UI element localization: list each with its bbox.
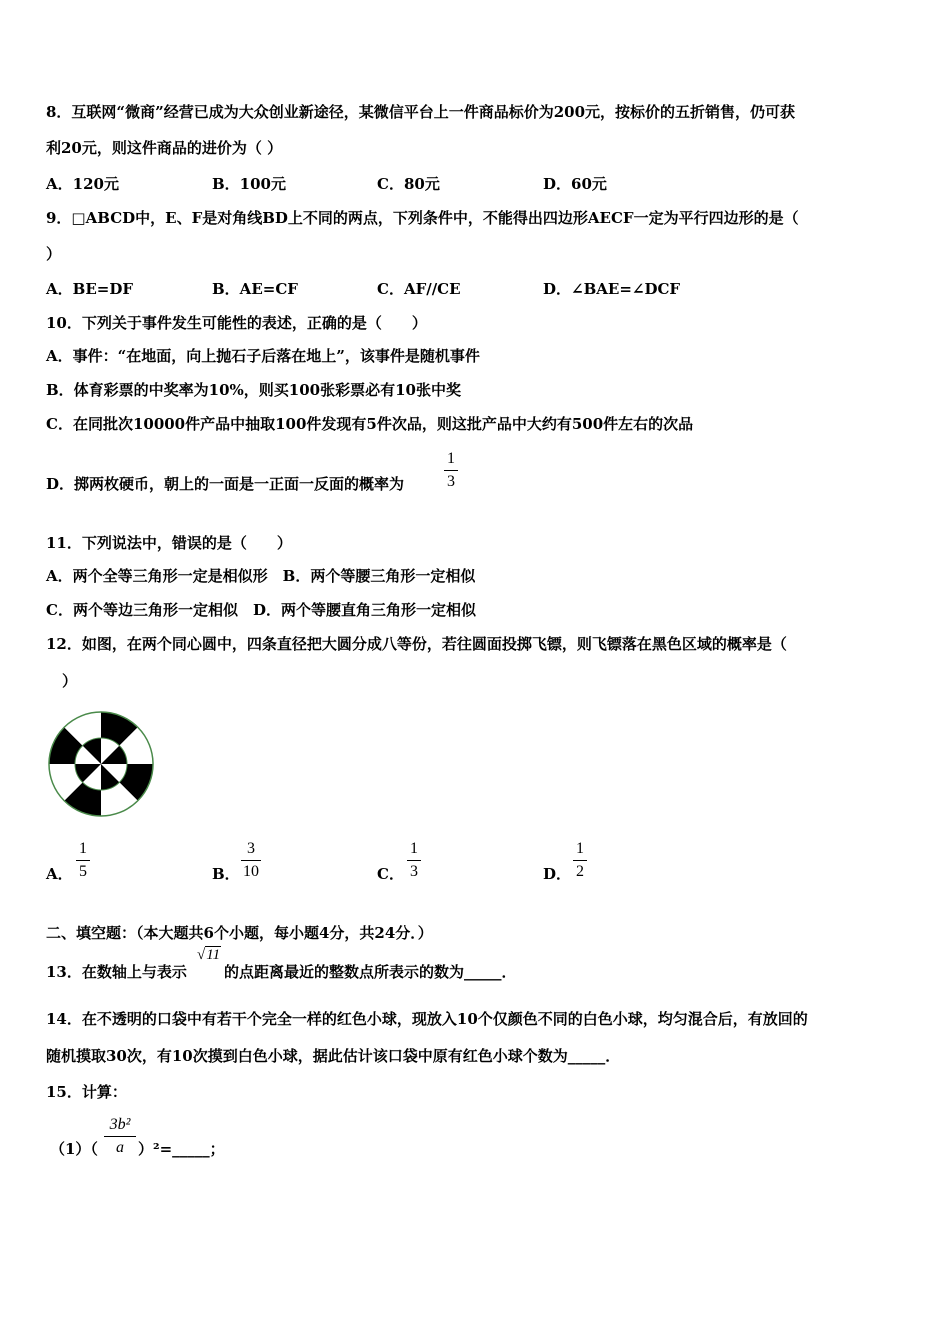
q12-option-b-label: B． <box>212 865 240 883</box>
q12-option-c-label: C． <box>377 865 404 883</box>
q10-option-b: B．体育彩票的中奖率为10%，则买100张彩票必有10张中奖 <box>46 381 461 399</box>
q12-option-b-fraction <box>241 840 261 881</box>
q10-option-a: A．事件：“在地面，向上抛石子后落在地上”，该事件是随机事件 <box>46 347 480 365</box>
q15-part1-fraction <box>104 1116 136 1157</box>
fraction-denominator: 5 <box>79 863 87 880</box>
q11-options-cd: C．两个等边三角形一定相似 D．两个等腰直角三角形一定相似 <box>46 601 476 619</box>
fraction-bar <box>444 470 458 471</box>
q12-option-a-fraction <box>76 840 90 881</box>
q11-options-ab: A．两个全等三角形一定是相似形 B．两个等腰三角形一定相似 <box>46 567 476 585</box>
fraction-numerator: 1 <box>447 450 455 467</box>
q8-option-a: A．120元 <box>46 175 119 193</box>
q10-stem: 10．下列关于事件发生可能性的表述，正确的是（ ） <box>46 314 427 332</box>
q12-option-c-fraction <box>407 840 421 881</box>
fraction-denominator: 10 <box>243 863 259 880</box>
q12-line1: 12．如图，在两个同心圆中，四条直径把大圆分成八等份，若往圆面投掷飞镖，则飞镖落在黑色区域的概率是（ <box>46 635 787 653</box>
concentric-circles-figure <box>46 709 156 819</box>
fraction-numerator: 3b² <box>109 1116 131 1133</box>
section-2-heading: 二、填空题：（本大题共6个小题，每小题4分，共24分．） <box>46 924 433 942</box>
fraction-bar <box>407 860 421 861</box>
fraction-denominator: 3 <box>447 473 455 490</box>
q9-option-b: B．AE=CF <box>212 280 298 298</box>
q10-option-d: D．掷两枚硬币，朝上的一面是一正面一反面的概率为 <box>46 475 405 493</box>
q13-sqrt: √11 <box>197 947 221 963</box>
q15-part1-post: ）²=_____； <box>138 1140 225 1158</box>
q12-option-d-fraction <box>573 840 587 881</box>
q8-line2: 利20元，则这件商品的进价为（ ） <box>46 139 283 157</box>
q12-option-a-label: A． <box>46 865 73 883</box>
q10-option-c: C．在同批次10000件产品中抽取100件发现有5件次品，则这批产品中大约有500件左右的次品 <box>46 415 694 433</box>
q13-post: 的点距离最近的整数点所表示的数为_____． <box>224 963 517 981</box>
q8-option-c: C．80元 <box>377 175 440 193</box>
q15-stem: 15．计算： <box>46 1083 127 1101</box>
fraction-denominator: 3 <box>410 863 418 880</box>
fraction-bar <box>104 1136 136 1137</box>
fraction-numerator: 3 <box>247 840 255 857</box>
q11-stem: 11．下列说法中，错误的是（ ） <box>46 534 292 552</box>
q14-line2: 随机摸取30次，有10次摸到白色小球，据此估计该口袋中原有红色小球个数为_____． <box>46 1047 621 1065</box>
q9-option-d: D．∠BAE=∠DCF <box>543 280 681 298</box>
q12-option-d-label: D． <box>543 865 572 883</box>
q9-option-a: A．BE=DF <box>46 280 133 298</box>
q8-line1: 8．互联网“微商”经营已成为大众创业新途径，某微信平台上一件商品标价为200元，按标价的五折销售，仍可获 <box>46 103 796 121</box>
fraction-bar <box>241 860 261 861</box>
fraction-bar <box>573 860 587 861</box>
q15-part1-label: （1）（ <box>50 1140 98 1158</box>
q14-line1: 14．在不透明的口袋中有若干个完全一样的红色小球，现放入10个仅颜色不同的白色小球，均匀混合后，有放回的 <box>46 1010 808 1028</box>
q10-d-fraction <box>444 450 458 491</box>
q9-line1: 9．□ABCD中，E、F是对角线BD上不同的两点，下列条件中，不能得出四边形AECF一定为平行四边形的是（ <box>46 209 799 227</box>
q13-pre: 13．在数轴上与表示 <box>46 963 187 981</box>
fraction-numerator: 1 <box>576 840 584 857</box>
q12-line2: ） <box>62 672 78 690</box>
fraction-denominator: a <box>116 1139 124 1156</box>
q9-option-c: C．AF//CE <box>377 280 461 298</box>
fraction-bar <box>76 860 90 861</box>
fraction-numerator: 1 <box>79 840 87 857</box>
fraction-numerator: 1 <box>410 840 418 857</box>
q8-option-d: D．60元 <box>543 175 607 193</box>
q13-radicand: 11 <box>206 947 221 963</box>
fraction-denominator: 2 <box>576 863 584 880</box>
q9-line2: ） <box>46 245 62 263</box>
q8-option-b: B．100元 <box>212 175 286 193</box>
